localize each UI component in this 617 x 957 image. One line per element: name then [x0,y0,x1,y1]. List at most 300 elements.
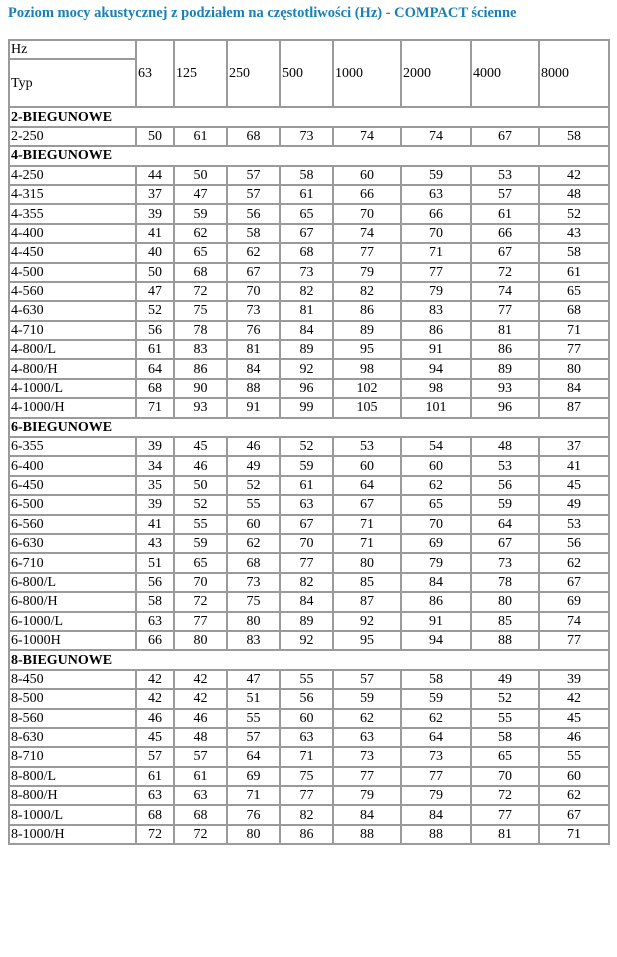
typ-cell: 4-630 [9,301,136,320]
typ-cell: 4-400 [9,224,136,243]
value-cell: 58 [471,728,539,747]
freq-header: 500 [280,40,333,107]
value-cell: 93 [174,398,227,417]
value-cell: 56 [471,476,539,495]
value-cell: 77 [174,612,227,631]
value-cell: 93 [471,379,539,398]
value-cell: 84 [280,592,333,611]
value-cell: 66 [136,631,174,650]
value-cell: 83 [227,631,280,650]
value-cell: 61 [174,767,227,786]
value-cell: 55 [471,709,539,728]
value-cell: 53 [333,437,401,456]
value-cell: 55 [174,515,227,534]
value-cell: 96 [471,398,539,417]
value-cell: 83 [174,340,227,359]
value-cell: 61 [136,767,174,786]
value-cell: 55 [227,709,280,728]
table-row [9,553,609,572]
freq-header: 1000 [333,40,401,107]
value-cell: 41 [539,456,609,475]
table-row [9,670,609,689]
value-cell: 77 [471,301,539,320]
group-title: 6-BIEGUNOWE [9,418,609,437]
value-cell: 71 [227,786,280,805]
value-cell: 80 [333,553,401,572]
value-cell: 72 [471,263,539,282]
value-cell: 86 [401,321,471,340]
value-cell: 68 [174,805,227,824]
typ-cell: 4-710 [9,321,136,340]
value-cell: 59 [174,534,227,553]
typ-cell: 4-560 [9,282,136,301]
table-row [9,398,609,417]
value-cell: 74 [539,612,609,631]
value-cell: 98 [333,359,401,378]
table-row [9,825,609,844]
table-row [9,786,609,805]
value-cell: 67 [280,515,333,534]
value-cell: 60 [280,709,333,728]
value-cell: 96 [280,379,333,398]
table-row [9,359,609,378]
value-cell: 62 [539,786,609,805]
value-cell: 84 [539,379,609,398]
value-cell: 64 [333,476,401,495]
value-cell: 84 [333,805,401,824]
value-cell: 61 [471,204,539,223]
value-cell: 46 [136,709,174,728]
value-cell: 48 [471,437,539,456]
value-cell: 50 [174,476,227,495]
value-cell: 61 [280,185,333,204]
value-cell: 67 [471,127,539,146]
value-cell: 63 [401,185,471,204]
value-cell: 57 [136,747,174,766]
value-cell: 57 [227,166,280,185]
value-cell: 63 [136,786,174,805]
hz-header: Hz [9,40,136,59]
value-cell: 60 [333,456,401,475]
value-cell: 86 [401,592,471,611]
value-cell: 83 [401,301,471,320]
value-cell: 59 [174,204,227,223]
value-cell: 48 [174,728,227,747]
value-cell: 95 [333,340,401,359]
value-cell: 62 [333,709,401,728]
sound-power-table [8,39,610,845]
value-cell: 73 [227,573,280,592]
group-title: 4-BIEGUNOWE [9,146,609,165]
typ-cell: 8-800/L [9,767,136,786]
value-cell: 87 [333,592,401,611]
value-cell: 68 [174,263,227,282]
table-row [9,573,609,592]
value-cell: 56 [227,204,280,223]
value-cell: 61 [174,127,227,146]
typ-cell: 8-500 [9,689,136,708]
value-cell: 39 [539,670,609,689]
value-cell: 86 [333,301,401,320]
value-cell: 85 [471,612,539,631]
value-cell: 64 [227,747,280,766]
value-cell: 101 [401,398,471,417]
value-cell: 54 [401,437,471,456]
value-cell: 95 [333,631,401,650]
group-row [9,418,609,437]
typ-cell: 8-560 [9,709,136,728]
table-row [9,282,609,301]
value-cell: 57 [333,670,401,689]
value-cell: 71 [280,747,333,766]
table-row [9,747,609,766]
value-cell: 42 [174,689,227,708]
value-cell: 44 [136,166,174,185]
table-row [9,476,609,495]
value-cell: 92 [280,359,333,378]
value-cell: 72 [471,786,539,805]
freq-header: 63 [136,40,174,107]
table-row [9,379,609,398]
value-cell: 62 [174,224,227,243]
table-row [9,728,609,747]
freq-header: 8000 [539,40,609,107]
typ-cell: 6-710 [9,553,136,572]
typ-cell: 4-1000/H [9,398,136,417]
value-cell: 76 [227,321,280,340]
value-cell: 50 [136,263,174,282]
value-cell: 59 [401,689,471,708]
value-cell: 39 [136,204,174,223]
value-cell: 65 [401,495,471,514]
value-cell: 65 [280,204,333,223]
value-cell: 46 [174,709,227,728]
value-cell: 53 [471,456,539,475]
value-cell: 75 [227,592,280,611]
value-cell: 60 [333,166,401,185]
value-cell: 85 [333,573,401,592]
value-cell: 60 [227,515,280,534]
value-cell: 80 [227,825,280,844]
value-cell: 45 [539,709,609,728]
value-cell: 84 [227,359,280,378]
typ-cell: 6-560 [9,515,136,534]
value-cell: 77 [401,767,471,786]
value-cell: 58 [539,127,609,146]
typ-cell: 8-630 [9,728,136,747]
value-cell: 80 [227,612,280,631]
typ-cell: 6-400 [9,456,136,475]
value-cell: 80 [539,359,609,378]
value-cell: 82 [280,282,333,301]
typ-cell: 4-1000/L [9,379,136,398]
value-cell: 69 [401,534,471,553]
table-row [9,185,609,204]
value-cell: 47 [136,282,174,301]
value-cell: 73 [280,263,333,282]
value-cell: 67 [471,534,539,553]
value-cell: 69 [227,767,280,786]
freq-header: 250 [227,40,280,107]
value-cell: 68 [136,379,174,398]
typ-cell: 6-355 [9,437,136,456]
table-row [9,689,609,708]
value-cell: 52 [471,689,539,708]
value-cell: 43 [539,224,609,243]
value-cell: 48 [539,185,609,204]
value-cell: 71 [333,515,401,534]
value-cell: 35 [136,476,174,495]
group-title: 8-BIEGUNOWE [9,650,609,669]
typ-cell: 4-355 [9,204,136,223]
value-cell: 92 [280,631,333,650]
value-cell: 56 [136,321,174,340]
value-cell: 42 [136,689,174,708]
value-cell: 84 [401,805,471,824]
value-cell: 70 [401,224,471,243]
value-cell: 56 [280,689,333,708]
value-cell: 71 [401,243,471,262]
value-cell: 58 [280,166,333,185]
value-cell: 51 [136,553,174,572]
value-cell: 65 [471,747,539,766]
value-cell: 73 [333,747,401,766]
value-cell: 88 [471,631,539,650]
value-cell: 52 [136,301,174,320]
value-cell: 47 [227,670,280,689]
table-row [9,515,609,534]
value-cell: 52 [174,495,227,514]
value-cell: 52 [539,204,609,223]
value-cell: 62 [227,534,280,553]
value-cell: 81 [227,340,280,359]
table-row [9,534,609,553]
value-cell: 66 [471,224,539,243]
value-cell: 61 [539,263,609,282]
value-cell: 58 [539,243,609,262]
value-cell: 65 [174,243,227,262]
typ-cell: 8-1000/L [9,805,136,824]
typ-cell: 4-500 [9,263,136,282]
value-cell: 79 [401,786,471,805]
table-row [9,456,609,475]
typ-cell: 4-800/L [9,340,136,359]
typ-cell: 8-1000/H [9,825,136,844]
value-cell: 41 [136,224,174,243]
typ-cell: 4-800/H [9,359,136,378]
typ-cell: 8-800/H [9,786,136,805]
value-cell: 82 [280,573,333,592]
value-cell: 70 [280,534,333,553]
value-cell: 70 [471,767,539,786]
value-cell: 72 [136,825,174,844]
value-cell: 84 [401,573,471,592]
table-row [9,805,609,824]
value-cell: 41 [136,515,174,534]
value-cell: 67 [539,573,609,592]
table-row [9,631,609,650]
value-cell: 45 [539,476,609,495]
value-cell: 66 [333,185,401,204]
value-cell: 42 [539,689,609,708]
value-cell: 63 [333,728,401,747]
value-cell: 71 [333,534,401,553]
value-cell: 50 [136,127,174,146]
value-cell: 64 [136,359,174,378]
value-cell: 59 [401,166,471,185]
value-cell: 91 [227,398,280,417]
value-cell: 39 [136,437,174,456]
value-cell: 71 [136,398,174,417]
value-cell: 58 [136,592,174,611]
value-cell: 91 [401,612,471,631]
group-row [9,107,609,126]
page-title: Poziom mocy akustycznej z podziałem na częstotliwości (Hz) - COMPACT ścienne [8,5,517,21]
value-cell: 89 [280,612,333,631]
value-cell: 68 [539,301,609,320]
value-cell: 67 [280,224,333,243]
value-cell: 98 [401,379,471,398]
value-cell: 77 [280,786,333,805]
value-cell: 77 [333,767,401,786]
value-cell: 88 [227,379,280,398]
value-cell: 45 [136,728,174,747]
value-cell: 52 [280,437,333,456]
value-cell: 57 [174,747,227,766]
value-cell: 57 [471,185,539,204]
value-cell: 63 [174,786,227,805]
typ-cell: 6-1000H [9,631,136,650]
value-cell: 87 [539,398,609,417]
table-row [9,340,609,359]
value-cell: 88 [333,825,401,844]
value-cell: 60 [401,456,471,475]
value-cell: 67 [333,495,401,514]
value-cell: 53 [471,166,539,185]
value-cell: 34 [136,456,174,475]
freq-header: 2000 [401,40,471,107]
value-cell: 78 [174,321,227,340]
typ-cell: 6-800/L [9,573,136,592]
value-cell: 67 [227,263,280,282]
value-cell: 53 [539,515,609,534]
value-cell: 60 [539,767,609,786]
value-cell: 62 [227,243,280,262]
typ-header: Typ [9,59,136,107]
value-cell: 86 [280,825,333,844]
value-cell: 94 [401,631,471,650]
value-cell: 86 [174,359,227,378]
value-cell: 74 [401,127,471,146]
value-cell: 67 [471,243,539,262]
value-cell: 42 [174,670,227,689]
value-cell: 58 [401,670,471,689]
value-cell: 49 [539,495,609,514]
group-title: 2-BIEGUNOWE [9,107,609,126]
table-row [9,767,609,786]
value-cell: 65 [539,282,609,301]
value-cell: 70 [401,515,471,534]
value-cell: 46 [174,456,227,475]
value-cell: 70 [227,282,280,301]
value-cell: 74 [333,224,401,243]
table-row [9,301,609,320]
value-cell: 89 [280,340,333,359]
value-cell: 61 [136,340,174,359]
value-cell: 105 [333,398,401,417]
table-row [9,263,609,282]
value-cell: 72 [174,282,227,301]
freq-header: 125 [174,40,227,107]
typ-cell: 8-710 [9,747,136,766]
value-cell: 62 [401,476,471,495]
value-cell: 92 [333,612,401,631]
group-row [9,146,609,165]
typ-cell: 8-450 [9,670,136,689]
value-cell: 70 [174,573,227,592]
value-cell: 62 [539,553,609,572]
table-row [9,709,609,728]
value-cell: 80 [174,631,227,650]
table-row [9,166,609,185]
value-cell: 82 [280,805,333,824]
value-cell: 55 [280,670,333,689]
table-row [9,127,609,146]
value-cell: 68 [136,805,174,824]
value-cell: 74 [333,127,401,146]
value-cell: 73 [471,553,539,572]
value-cell: 77 [333,243,401,262]
table-row [9,495,609,514]
typ-cell: 2-250 [9,127,136,146]
value-cell: 79 [401,282,471,301]
group-row [9,650,609,669]
typ-cell: 4-450 [9,243,136,262]
value-cell: 79 [333,263,401,282]
value-cell: 77 [539,631,609,650]
typ-cell: 4-250 [9,166,136,185]
value-cell: 80 [471,592,539,611]
value-cell: 46 [539,728,609,747]
value-cell: 63 [280,728,333,747]
value-cell: 77 [280,553,333,572]
value-cell: 79 [333,786,401,805]
value-cell: 69 [539,592,609,611]
value-cell: 56 [136,573,174,592]
value-cell: 68 [227,553,280,572]
value-cell: 81 [471,825,539,844]
table-row [9,592,609,611]
typ-cell: 6-630 [9,534,136,553]
value-cell: 50 [174,166,227,185]
value-cell: 82 [333,282,401,301]
typ-cell: 4-315 [9,185,136,204]
value-cell: 99 [280,398,333,417]
value-cell: 59 [333,689,401,708]
value-cell: 59 [280,456,333,475]
value-cell: 81 [471,321,539,340]
value-cell: 59 [471,495,539,514]
value-cell: 63 [280,495,333,514]
value-cell: 66 [401,204,471,223]
value-cell: 77 [539,340,609,359]
value-cell: 91 [401,340,471,359]
value-cell: 37 [539,437,609,456]
value-cell: 90 [174,379,227,398]
value-cell: 77 [401,263,471,282]
value-cell: 86 [471,340,539,359]
value-cell: 57 [227,185,280,204]
